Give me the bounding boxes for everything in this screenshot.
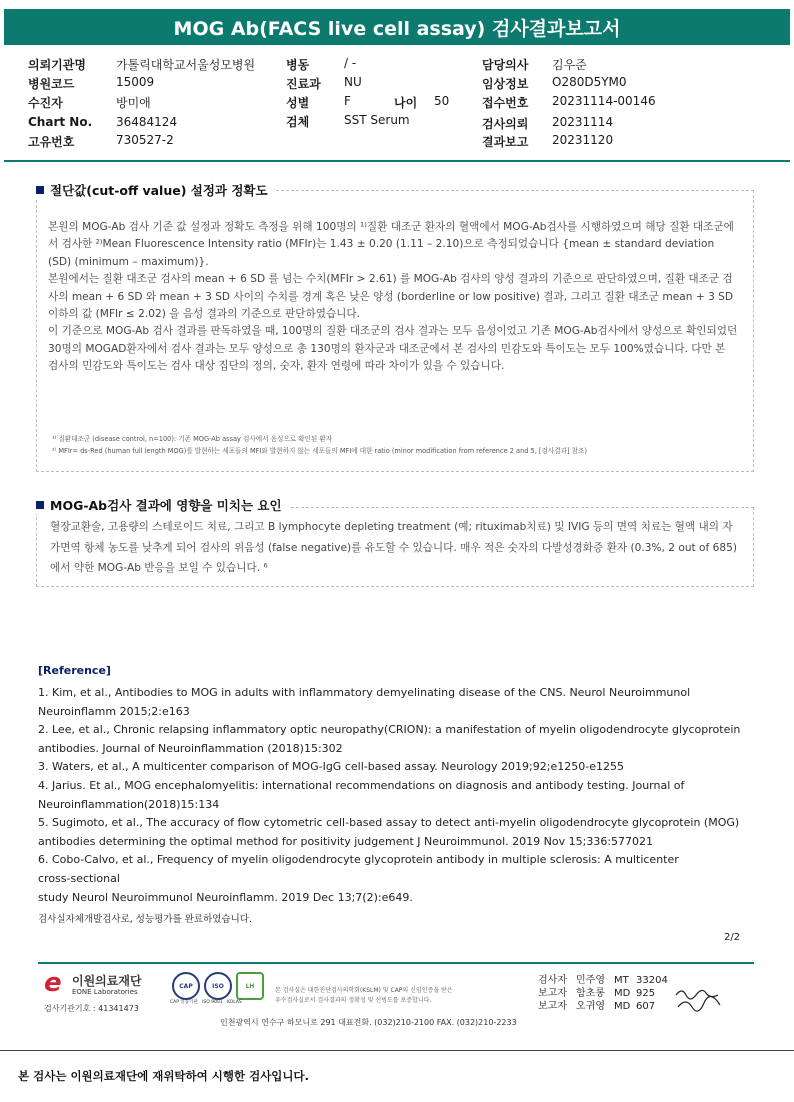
age-label: 나이	[394, 96, 418, 110]
info-label: 검체	[286, 115, 310, 129]
lab-name-en: EONE Laboratories	[72, 988, 138, 996]
info-label: 담당의사	[482, 58, 529, 72]
signer-title: MT	[614, 975, 629, 986]
signer-row	[538, 987, 668, 1000]
reference-line: Neuroinflamm 2015;2:e163	[38, 704, 190, 718]
bottom-notice: 본 검사는 이원의료재단에 재위탁하여 시행한 검사입니다.	[18, 1069, 310, 1083]
info-label: 병동	[286, 58, 310, 72]
seal-label: KOLAS	[226, 1000, 242, 1005]
reference-line: antibodies. Journal of Neuroinflammation (2018)15:302	[38, 741, 343, 755]
info-label: 고유번호	[28, 135, 75, 149]
info-label: 수진자	[28, 96, 63, 110]
reference-line: 3. Waters, et al., A multicenter comparison of MOG-IgG cell-based assay. Neurology 2019;92;e1250-e1255	[38, 760, 624, 774]
reference-line: 5. Sugimoto, et al., The accuracy of flow cytometric cell-based assay to detect anti-myelin oligodendrocyte glycoprotein (MOG)	[38, 816, 740, 830]
signer-num: 925	[636, 988, 656, 999]
reference-line: 4. Jarius. Et al., MOG encephalomyelitis: international recommendations on diagnosis and antibody testing. Journal of	[38, 778, 685, 792]
lab-address: 인천광역시 연수구 하모니로 291 대표전화. (032)210-2100 FAX. (032)210-2233	[220, 1018, 517, 1027]
paragraph: 이 기준으로 MOG-Ab 검사 결과를 판독하였을 때, 100명의 질환 대조군의 검사 결과는 모두 음성이었고 기존 MOG-Ab검사에서 양성으로 확인되었던 30명의 MOGAD환자에서 검사 결과는 모두 양성으로 총 130명의 환자군과 대조군에서 본 검사의 민감도와 특이도는 모두 100%였습니다. 다만 본 검사의 민감도와 특이도는 검사 대상 집단의 정의, 숫자, 환자 연령에 따라 차이가 있을 수 있습니다.	[48, 325, 738, 373]
signer-title: MD	[614, 1001, 631, 1012]
info-value: O280D5YM0	[552, 75, 627, 89]
section1-title-text: 절단값(cut-off value) 설정과 정확도	[50, 183, 268, 198]
section2-text: 혈장교환술, 고용량의 스테로이드 치료, 그리고 B lymphocyte depleting treatment (예; rituximab치료) 및 IVIG 등의 면역 치료는 혈액 내의 자가면역 항체 농도를 낮추게 되어 검사의 위음성 (false negative)를 유도할 수 있습니다. 매우 적은 숫자의 다발성경화증 환자 (0.3%, 2 out of 685)에서 약한 MOG-Ab 반응을 보일 수 있습니다. ⁶	[50, 521, 737, 574]
reference-line: Neuroinflammation(2018)15:134	[38, 797, 220, 811]
info-label: 진료과	[286, 77, 321, 91]
signer-name: 함초롱	[576, 988, 605, 999]
lab-name: 이원의료재단	[72, 974, 142, 988]
info-value: 15009	[116, 75, 155, 89]
info-label: 성별	[286, 96, 310, 110]
reference-line: 6. Cobo-Calvo, et al., Frequency of myelin oligodendrocyte glycoprotein antibody in multiple sclerosis: A multicenter	[38, 853, 679, 867]
signer-title: MD	[614, 988, 631, 999]
reference-line: cross-sectional	[38, 871, 120, 885]
footer-divider	[38, 962, 754, 964]
reference-line: study Neurol Neuroimmunol Neuroinflamm. 2019 Dec 13;7(2):e649.	[38, 890, 413, 904]
signer-role: 보고자	[538, 988, 567, 999]
section-square-icon	[36, 501, 44, 509]
institution-code: 검사기관기호 : 41341473	[44, 1004, 139, 1013]
signature-icon	[672, 985, 732, 1015]
paragraph: 본원의 MOG-Ab 검사 기준 값 설정과 정확도 측정을 위해 100명의 ¹⁾질환 대조군 환자의 혈액에서 MOG-Ab검사를 시행하였으며 해당 질환 대조군에서 검사한 ²⁾Mean Fluorescence Intensity ratio (MFIr)는 1.43 ± 0.20 (1.11 – 2.10)으로 측정되었습니다 {mean ± standard deviation (SD) (minimum – maximum)}.	[48, 221, 734, 268]
info-value: NU	[344, 75, 362, 89]
signer-row	[538, 974, 668, 987]
section-square-icon	[36, 186, 44, 194]
paragraph: 본원에서는 질환 대조군 검사의 mean + 6 SD 를 넘는 수치(MFIr > 2.61) 를 MOG-Ab 검사의 양성 결과의 기준으로 판단하였으며, 질환 대조군 검사의 mean + 6 SD 와 mean + 3 SD 사이의 수치를 경계 혹은 낮은 양성 (borderline or low positive) 결과, 그리고 질환 대조군 mean + 3 SD 이하의 값 (MFIr ≤ 2.02) 을 음성 결과의 기준으로 판단하였습니다.	[48, 273, 734, 321]
signer-row	[538, 1000, 668, 1013]
info-label: 결과보고	[482, 135, 529, 149]
certification-text	[275, 986, 453, 1006]
section2-title	[36, 496, 290, 514]
kolas-seal-icon: LH	[236, 972, 264, 1000]
cap-seal-icon: CAP	[172, 972, 200, 1000]
cert-line: 우수검사실로서 검사결과의 정확성 및 신빙도를 보증합니다.	[275, 997, 432, 1004]
signer-num: 607	[636, 1001, 656, 1012]
info-value: 방미애	[116, 96, 151, 110]
seal-label: ISO 9001	[202, 1000, 223, 1005]
seal-labels	[170, 999, 242, 1005]
info-value: 20231114	[552, 115, 614, 129]
page-number: 2/2	[724, 932, 741, 943]
eone-logo-icon: e	[44, 968, 62, 998]
info-value: 20231120	[552, 133, 614, 147]
report-title: MOG Ab(FACS live cell assay) 검사결과보고서	[4, 9, 790, 45]
info-value: F	[344, 94, 351, 108]
signer-name: 민주영	[576, 975, 605, 986]
reference-line: 1. Kim, et al., Antibodies to MOG in adults with inflammatory demyelinating disease of the CNS. Neurol Neuroimmunol	[38, 686, 691, 699]
info-value: / -	[344, 56, 357, 70]
info-value: 김우준	[552, 58, 587, 72]
info-label: 접수번호	[482, 96, 529, 110]
reference-line: 2. Lee, et al., Chronic relapsing inflammatory optic neuropathy(CRION): a manifestation of myelin oligodendrocyte glycoprotein	[38, 723, 741, 737]
info-label: 의뢰기관명	[28, 58, 86, 72]
section2-title-text: MOG-Ab검사 결과에 영향을 미치는 요인	[50, 498, 282, 513]
cert-line: 본 검사실은 대한진단검사의학회(KSLM) 및 CAP의 신임인증을 받은	[275, 987, 453, 994]
signers	[538, 974, 668, 1013]
info-value: 36484124	[116, 115, 178, 129]
info-value: 20231114-00146	[552, 94, 656, 108]
references-title: [Reference]	[38, 664, 111, 677]
references-list	[38, 684, 758, 907]
info-divider	[4, 160, 790, 162]
footnote: ¹⁾ 질환대조군 (disease control, n=100): 기존 MOG-Ab assay 검사에서 음성으로 확인된 환자	[52, 435, 333, 443]
info-value: 가톨릭대학교서울성모병원	[116, 58, 256, 72]
footnote: ²⁾ MFIr= ds-Red (human full length MOG)를 발현하는 세포들의 MFI와 발현하지 않는 세포들의 MFI에 대한 ratio (minor modification from reference 2 and 5, [검사결과] 참조)	[52, 447, 587, 455]
info-label: 병원코드	[28, 77, 75, 91]
seal-label: CAP 인증기관	[170, 1000, 198, 1005]
section1-title	[36, 181, 276, 199]
signer-num: 33204	[636, 975, 668, 986]
section1-text	[48, 219, 738, 376]
info-label: 검사의뢰	[482, 117, 529, 131]
age-value: 50	[434, 94, 450, 108]
bottom-divider	[0, 1050, 794, 1051]
validation-note: 검사실자체개발검사로, 성능평가를 완료하였습니다.	[38, 914, 252, 925]
info-value: SST Serum	[344, 113, 410, 127]
info-label: 임상정보	[482, 77, 529, 91]
signer-role: 검사자	[538, 975, 567, 986]
signer-role: 보고자	[538, 1001, 567, 1012]
signer-name: 오귀영	[576, 1001, 605, 1012]
info-label: Chart No.	[28, 115, 93, 129]
info-value: 730527-2	[116, 133, 174, 147]
reference-line: antibodies determining the optimal method for positivity judgement J Neuroimmunol. 2019 Nov 15;336:577021	[38, 834, 654, 848]
certification-seals	[172, 972, 264, 1000]
iso-seal-icon: ISO	[204, 972, 232, 1000]
